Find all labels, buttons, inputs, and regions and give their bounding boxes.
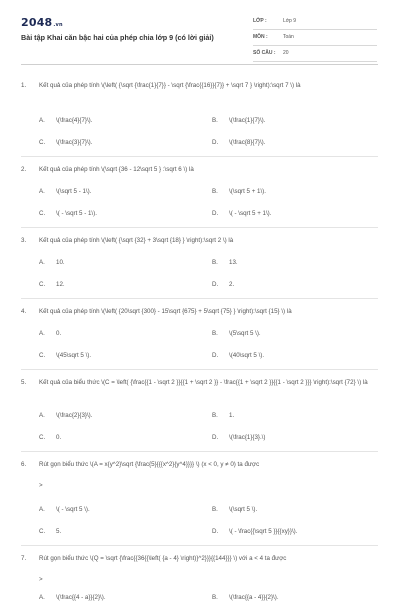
option-letter: C. bbox=[39, 434, 46, 441]
question-divider bbox=[21, 369, 378, 370]
meta-row-subject bbox=[253, 30, 377, 46]
question-text: Kết quả của phép tính \(\left( {20\sqrt {300} - 15\sqrt {675} + 5\sqrt {75} } \right):\sqrt {15} \) là bbox=[39, 308, 292, 315]
meta-value: 20 bbox=[283, 50, 289, 56]
question-number: 3. bbox=[21, 237, 27, 244]
option-text: \(\frac{2}{3}\). bbox=[56, 412, 93, 419]
meta-value: Lớp 9 bbox=[283, 18, 297, 24]
meta-key: LỚP : bbox=[253, 18, 267, 24]
question-divider bbox=[21, 545, 378, 546]
option-text: \(\frac{{4 - a}}{2}\). bbox=[56, 594, 106, 601]
marker-text: > bbox=[39, 576, 43, 583]
option-letter: B. bbox=[212, 506, 218, 513]
option-text: \( - \sqrt 5 \). bbox=[56, 506, 90, 513]
option-text: \(\frac{1}{7}\). bbox=[229, 117, 266, 124]
question-divider bbox=[21, 156, 378, 157]
option-letter: D. bbox=[212, 281, 219, 288]
option-letter: B. bbox=[212, 188, 218, 195]
option-text: 13. bbox=[229, 259, 238, 266]
question-number: 4. bbox=[21, 308, 27, 315]
option-letter: A. bbox=[39, 259, 45, 266]
logo-text: 2048 bbox=[21, 16, 53, 29]
header-divider bbox=[21, 64, 378, 65]
option-text: \( - \sqrt 5 - 1\). bbox=[56, 210, 97, 217]
option-text: 0. bbox=[56, 330, 62, 337]
question-number: 2. bbox=[21, 166, 27, 173]
option-text: 0. bbox=[56, 434, 62, 441]
option-text: 5. bbox=[56, 528, 62, 535]
option-letter: C. bbox=[39, 210, 46, 217]
meta-row-grade bbox=[253, 14, 377, 30]
meta-value: Toán bbox=[283, 34, 294, 40]
question-number: 1. bbox=[21, 82, 27, 89]
question-5 bbox=[21, 378, 381, 400]
question-divider bbox=[21, 227, 378, 228]
option-letter: D. bbox=[212, 139, 219, 146]
meta-key: MÔN : bbox=[253, 34, 268, 40]
option-text: \(\frac{{a - 4}}{2}\). bbox=[229, 594, 279, 601]
option-text: 2. bbox=[229, 281, 235, 288]
option-text: \(5\sqrt 5 \). bbox=[229, 330, 261, 337]
option-text: 1. bbox=[229, 412, 235, 419]
question-divider bbox=[21, 298, 378, 299]
question-1 bbox=[21, 81, 381, 103]
question-text: Kết quả của phép tính \(\sqrt {36 - 12\sqrt 5 } :\sqrt 6 \) là bbox=[39, 166, 194, 173]
meta-key: SỐ CÂU : bbox=[253, 50, 276, 56]
site-logo[interactable] bbox=[21, 16, 63, 29]
option-text: \(\frac{3}{7}\). bbox=[56, 139, 93, 146]
option-text: \(\frac{4}{7}\). bbox=[56, 117, 93, 124]
option-text: \(\sqrt 5 + 1\). bbox=[229, 188, 266, 195]
option-letter: C. bbox=[39, 281, 46, 288]
option-letter: A. bbox=[39, 594, 45, 601]
marker-text: > bbox=[39, 482, 43, 489]
option-text: \(45\sqrt 5 \). bbox=[56, 352, 92, 359]
option-letter: D. bbox=[212, 434, 219, 441]
question-text: Rút gọn biểu thức \(Q = \sqrt {\frac{{36{{\left( {a - 4} \right)}^2}}}{{144}}} \) với a < 4 ta được bbox=[39, 555, 287, 562]
option-letter: D. bbox=[212, 528, 219, 535]
option-letter: A. bbox=[39, 188, 45, 195]
question-text: Kết quả của biểu thức \(C = \left( {\frac{{1 - \sqrt 2 }}{{1 + \sqrt 2 }} - \frac{{1 + \sqrt 2 }}{{1 - \sqrt 2 }}} \right):\sqrt {72} \) là bbox=[39, 379, 368, 386]
option-text: 12. bbox=[56, 281, 65, 288]
option-letter: A. bbox=[39, 506, 45, 513]
question-number: 5. bbox=[21, 379, 27, 386]
option-letter: C. bbox=[39, 139, 46, 146]
question-text: Rút gọn biểu thức \(A = x{y^2}\sqrt {\frac{5}{{{x^2}{y^4}}}} \) (x < 0, y ≠ 0) ta được bbox=[39, 461, 260, 468]
option-letter: D. bbox=[212, 210, 219, 217]
meta-table bbox=[253, 14, 377, 62]
option-letter: D. bbox=[212, 352, 219, 359]
option-text: 10. bbox=[56, 259, 65, 266]
option-text: \(\frac{8}{7}\). bbox=[229, 139, 266, 146]
question-text: Kết quả của phép tính \(\left( {\sqrt {32} + 3\sqrt {18} } \right):\sqrt 2 \) là bbox=[39, 237, 234, 244]
option-letter: C. bbox=[39, 352, 46, 359]
option-letter: B. bbox=[212, 259, 218, 266]
option-text: \( - \sqrt 5 + 1\). bbox=[229, 210, 272, 217]
option-letter: C. bbox=[39, 528, 46, 535]
option-letter: A. bbox=[39, 330, 45, 337]
question-number: 6. bbox=[21, 461, 27, 468]
option-text: \(\sqrt 5 \). bbox=[229, 506, 258, 513]
option-text: \( - \frac{{\sqrt 5 }}{{xy}}\). bbox=[229, 528, 298, 535]
question-divider bbox=[21, 451, 378, 452]
option-text: \(\frac{1}{3}.\) bbox=[229, 434, 266, 441]
option-letter: B. bbox=[212, 412, 218, 419]
document-title: Bài tập Khai căn bậc hai của phép chia lớp 9 (có lời giải) bbox=[21, 33, 214, 42]
question-text: Kết quả của phép tính \(\left( {\sqrt {\frac{1}{7}} - \sqrt {\frac{{16}}{7}} + \sqrt 7 } \right):\sqrt 7 \) là bbox=[39, 82, 301, 89]
option-letter: B. bbox=[212, 594, 218, 601]
option-letter: A. bbox=[39, 412, 45, 419]
question-number: 7. bbox=[21, 555, 27, 562]
logo-suffix: .vn bbox=[53, 22, 63, 28]
meta-row-count bbox=[253, 46, 377, 62]
option-letter: B. bbox=[212, 330, 218, 337]
option-letter: B. bbox=[212, 117, 218, 124]
option-text: \(\sqrt 5 - 1\). bbox=[56, 188, 92, 195]
option-letter: A. bbox=[39, 117, 45, 124]
option-text: \(40\sqrt 5 \). bbox=[229, 352, 265, 359]
